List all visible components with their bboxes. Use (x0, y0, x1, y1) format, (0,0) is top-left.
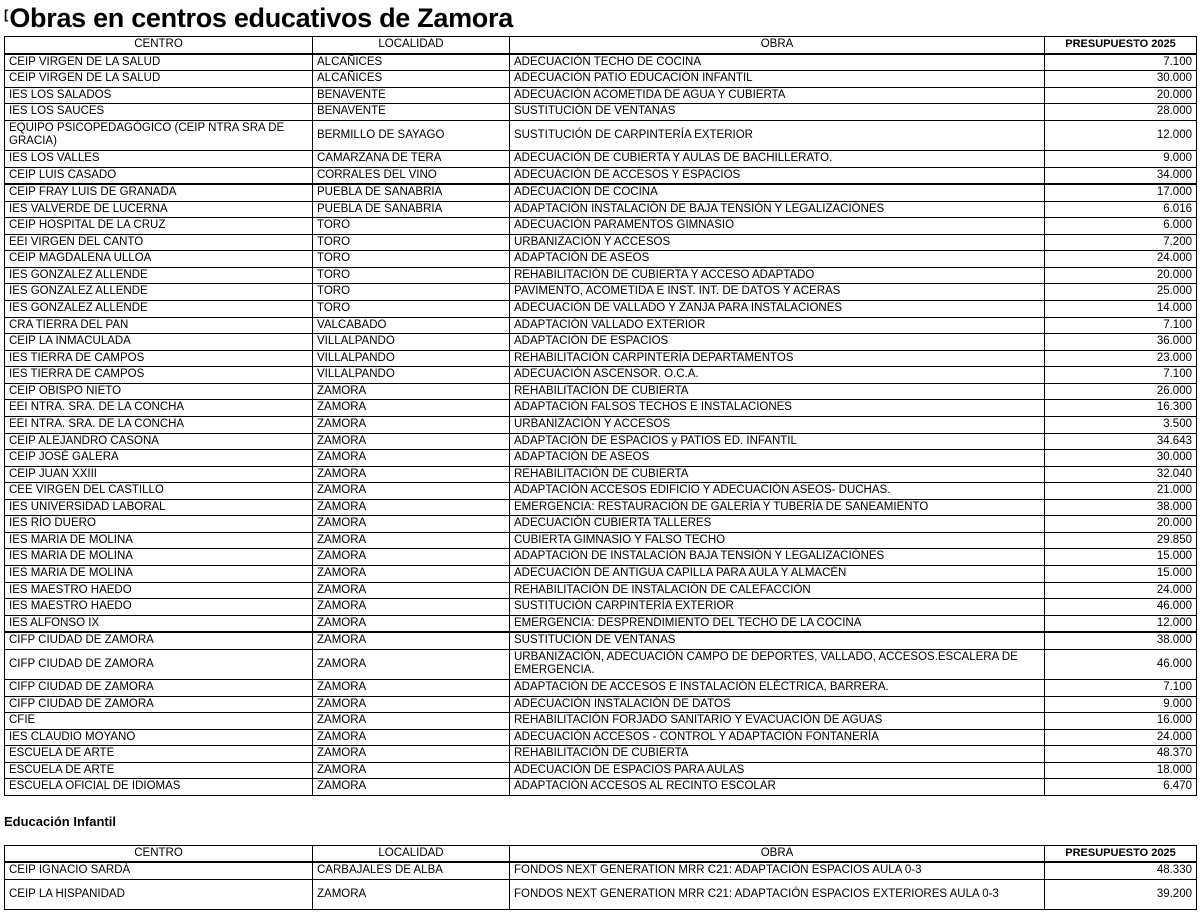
cell-presupuesto: 29.850 (1045, 532, 1197, 549)
cell-centro: CEIP JOSÉ GALERA (5, 450, 313, 467)
cell-centro: CIFP CIUDAD DE ZAMORA (5, 696, 313, 713)
table-row (5, 499, 1197, 516)
cell-localidad: ZAMORA (313, 762, 510, 779)
cell-centro: IES VALVERDE DE LUCERNA (5, 201, 313, 218)
cell-obra: REHABILITACIÓN DE CUBIERTA Y ACCESO ADAPTADO (510, 267, 1045, 284)
cell-localidad: BENAVENTE (313, 87, 510, 104)
table-row (5, 615, 1197, 632)
cell-obra: ADECUACIÓN ACCESOS - CONTROL Y ADAPTACIÓN FONTANERÍA (510, 729, 1045, 746)
cell-localidad: ZAMORA (313, 383, 510, 400)
cell-obra: ADECUACIÓN INSTALACIÓN DE DATOS (510, 696, 1045, 713)
cell-localidad: CAMARZANA DE TERA (313, 150, 510, 167)
column-header-presupuesto: PRESUPUESTO 2025 (1045, 37, 1197, 54)
cell-localidad: PUEBLA DE SANABRIA (313, 184, 510, 201)
cell-obra: ADECUACIÓN DE ANTIGUA CAPILLA PARA AULA Y ALMACÉN (510, 566, 1045, 583)
table-row (5, 516, 1197, 533)
cell-localidad: VILLALPANDO (313, 350, 510, 367)
cell-localidad: ZAMORA (313, 632, 510, 649)
cell-obra: ADECUACIÓN DE ACCESOS Y ESPACIOS (510, 167, 1045, 184)
cell-obra: ADAPTACIÓN VALLADO EXTERIOR (510, 317, 1045, 334)
cell-presupuesto: 14.000 (1045, 301, 1197, 318)
cell-centro: IES GONZALEZ ALLENDE (5, 267, 313, 284)
cell-presupuesto: 26.000 (1045, 383, 1197, 400)
cell-localidad: ZAMORA (313, 466, 510, 483)
table-row (5, 696, 1197, 713)
cell-centro: IES UNIVERSIDAD LABORAL (5, 499, 313, 516)
cell-obra: SUSTITUCIÓN CARPINTERÍA EXTERIOR (510, 599, 1045, 616)
cell-localidad: CORRALES DEL VINO (313, 167, 510, 184)
cell-presupuesto: 32.040 (1045, 466, 1197, 483)
cell-centro: ESCUELA OFICIAL DE IDIOMAS (5, 779, 313, 796)
cell-obra: ADECUACIÓN PARAMENTOS GIMNASIO (510, 218, 1045, 235)
cell-obra: ADAPTACIÓN ACCESOS AL RECINTO ESCOLAR (510, 779, 1045, 796)
table-row (5, 679, 1197, 696)
cell-presupuesto: 7.100 (1045, 679, 1197, 696)
cell-centro: IES ALFONSO IX (5, 615, 313, 632)
educacion-infantil-table-body (5, 862, 1197, 909)
column-header-obra: OBRA (510, 845, 1045, 862)
table-row (5, 267, 1197, 284)
table-row (5, 218, 1197, 235)
cell-localidad: ZAMORA (313, 696, 510, 713)
cell-presupuesto: 30.000 (1045, 450, 1197, 467)
cell-centro: EEI NTRA. SRA. DE LA CONCHA (5, 416, 313, 433)
cell-obra: REHABILITACIÓN DE CUBIERTA (510, 746, 1045, 763)
table-row (5, 416, 1197, 433)
cell-presupuesto: 20.000 (1045, 87, 1197, 104)
cell-obra: ADAPTACIÓN ACCESOS EDIFICIO Y ADECUACIÓN ASEOS- DUCHAS. (510, 483, 1045, 500)
cell-centro: IES LOS SAUCES (5, 104, 313, 121)
cell-centro: CIFP CIUDAD DE ZAMORA (5, 649, 313, 679)
cell-localidad: TORO (313, 301, 510, 318)
table-row (5, 649, 1197, 679)
cell-presupuesto: 38.000 (1045, 632, 1197, 649)
cell-localidad: ZAMORA (313, 713, 510, 730)
table-row (5, 483, 1197, 500)
table-row (5, 762, 1197, 779)
table-row (5, 301, 1197, 318)
cell-obra: FONDOS NEXT GENERATION MRR C21: ADAPTACIÓN ESPACIOS AULA 0-3 (510, 862, 1045, 879)
cell-presupuesto: 48.370 (1045, 746, 1197, 763)
cell-centro: EEI VIRGEN DEL CANTO (5, 234, 313, 251)
cell-localidad: ALCAÑICES (313, 71, 510, 88)
table-row (5, 251, 1197, 268)
cell-obra: EMERGENCIA: RESTAURACIÓN DE GALERÍA Y TUBERÍA DE SANEAMIENTO (510, 499, 1045, 516)
cell-presupuesto: 6.470 (1045, 779, 1197, 796)
cell-obra: ADECUACIÓN PATIO EDUCACIÓN INFANTIL (510, 71, 1045, 88)
table-row (5, 87, 1197, 104)
cell-presupuesto: 39.200 (1045, 880, 1197, 910)
cell-obra: PAVIMENTO, ACOMETIDA E INST. INT. DE DATOS Y ACERAS (510, 284, 1045, 301)
table-row (5, 104, 1197, 121)
cell-localidad: TORO (313, 251, 510, 268)
table-row (5, 713, 1197, 730)
cell-obra: URBANIZACIÓN, ADECUACIÓN CAMPO DE DEPORTES, VALLADO, ACCESOS.ESCALERA DE EMERGENCIA. (510, 649, 1045, 679)
table-row (5, 599, 1197, 616)
cell-localidad: ZAMORA (313, 433, 510, 450)
cell-presupuesto: 15.000 (1045, 549, 1197, 566)
cell-localidad: ZAMORA (313, 779, 510, 796)
cell-localidad: VALCABADO (313, 317, 510, 334)
cell-localidad: CARBAJALES DE ALBA (313, 862, 510, 879)
column-header-localidad: LOCALIDAD (313, 37, 510, 54)
cell-presupuesto: 20.000 (1045, 267, 1197, 284)
table-row (5, 549, 1197, 566)
cell-localidad: ZAMORA (313, 532, 510, 549)
section-heading-educacion-infantil: Educación Infantil (4, 813, 116, 829)
cell-presupuesto: 7.100 (1045, 54, 1197, 71)
cell-centro: CEIP LA HISPANIDAD (5, 880, 313, 910)
cell-localidad: ZAMORA (313, 746, 510, 763)
title-prefix-mark: [ (4, 7, 9, 22)
cell-obra: ADAPTACIÓN DE ASEOS (510, 450, 1045, 467)
cell-presupuesto: 30.000 (1045, 71, 1197, 88)
cell-centro: IES CLAUDIO MOYANO (5, 729, 313, 746)
cell-localidad: TORO (313, 234, 510, 251)
cell-presupuesto: 28.000 (1045, 104, 1197, 121)
cell-presupuesto: 46.000 (1045, 599, 1197, 616)
cell-localidad: ZAMORA (313, 615, 510, 632)
cell-localidad: ZAMORA (313, 450, 510, 467)
cell-centro: IES GONZALEZ ALLENDE (5, 301, 313, 318)
cell-presupuesto: 16.000 (1045, 713, 1197, 730)
cell-centro: EEI NTRA. SRA. DE LA CONCHA (5, 400, 313, 417)
table-header-row (5, 37, 1197, 54)
cell-obra: REHABILITACIÓN FORJADO SANITARIO Y EVACUACIÓN DE AGUAS (510, 713, 1045, 730)
cell-obra: SUSTITUCIÓN DE VENTANAS (510, 104, 1045, 121)
cell-centro: CIFP CIUDAD DE ZAMORA (5, 679, 313, 696)
cell-centro: CEIP VIRGEN DE LA SALUD (5, 71, 313, 88)
cell-centro: ESCUELA DE ARTE (5, 762, 313, 779)
cell-localidad: VILLALPANDO (313, 367, 510, 384)
cell-obra: ADECUACIÓN ACOMETIDA DE AGUA Y CUBIERTA (510, 87, 1045, 104)
cell-centro: IES RÍO DUERO (5, 516, 313, 533)
column-header-centro: CENTRO (5, 37, 313, 54)
column-header-obra: OBRA (510, 37, 1045, 54)
cell-obra: ADAPTACIÓN INSTALACIÓN DE BAJA TENSIÓN Y LEGALIZACIÓNES (510, 201, 1045, 218)
cell-presupuesto: 7.200 (1045, 234, 1197, 251)
cell-centro: IES TIERRA DE CAMPOS (5, 367, 313, 384)
cell-localidad: ZAMORA (313, 483, 510, 500)
cell-obra: EMERGENCIA: DESPRENDIMIENTO DEL TECHO DE LA COCINA (510, 615, 1045, 632)
cell-centro: IES MARIA DE MOLINA (5, 532, 313, 549)
cell-presupuesto: 34.643 (1045, 433, 1197, 450)
cell-centro: IES GONZALEZ ALLENDE (5, 284, 313, 301)
cell-localidad: ZAMORA (313, 582, 510, 599)
cell-presupuesto: 46.000 (1045, 649, 1197, 679)
cell-presupuesto: 12.000 (1045, 615, 1197, 632)
cell-centro: CEIP VIRGEN DE LA SALUD (5, 54, 313, 71)
table-row (5, 120, 1197, 150)
cell-centro: CEIP ALEJANDRO CASONA (5, 433, 313, 450)
table-row (5, 184, 1197, 201)
cell-obra: ADECUACIÓN ASCENSOR. O.C.A. (510, 367, 1045, 384)
cell-obra: ADAPTACIÓN DE INSTALACIÓN BAJA TENSIÓN Y LEGALIZACIÓNES (510, 549, 1045, 566)
cell-obra: SUSTITUCIÓN DE CARPINTERÍA EXTERIOR (510, 120, 1045, 150)
cell-presupuesto: 25.000 (1045, 284, 1197, 301)
cell-centro: CFIE (5, 713, 313, 730)
cell-obra: FONDOS NEXT GENERATION MRR C21: ADAPTACIÓN ESPACIOS EXTERIORES AULA 0-3 (510, 880, 1045, 910)
cell-localidad: ZAMORA (313, 729, 510, 746)
educacion-infantil-table (4, 845, 1197, 910)
cell-centro: IES TIERRA DE CAMPOS (5, 350, 313, 367)
cell-centro: IES MAESTRO HAEDO (5, 582, 313, 599)
cell-centro: CEIP IGNACIO SARDÁ (5, 862, 313, 879)
cell-localidad: ZAMORA (313, 400, 510, 417)
cell-centro: CEIP FRAY LUIS DE GRANADA (5, 184, 313, 201)
cell-centro: CIFP CIUDAD DE ZAMORA (5, 632, 313, 649)
cell-presupuesto: 34.000 (1045, 167, 1197, 184)
cell-centro: IES MARIA DE MOLINA (5, 549, 313, 566)
cell-localidad: ZAMORA (313, 516, 510, 533)
table-row (5, 880, 1197, 910)
table-row (5, 532, 1197, 549)
cell-localidad: VILLALPANDO (313, 334, 510, 351)
cell-centro: CEIP OBISPO NIETO (5, 383, 313, 400)
cell-presupuesto: 24.000 (1045, 729, 1197, 746)
cell-obra: REHABILITACIÓN DE INSTALACIÓN DE CALEFACCIÓN (510, 582, 1045, 599)
table-row (5, 862, 1197, 879)
document-title-row (0, 0, 1200, 36)
cell-presupuesto: 7.100 (1045, 317, 1197, 334)
cell-obra: URBANIZACIÓN Y ACCESOS (510, 234, 1045, 251)
table-row (5, 284, 1197, 301)
cell-centro: IES MARIA DE MOLINA (5, 566, 313, 583)
cell-centro: CEIP JUAN XXIII (5, 466, 313, 483)
table-row (5, 400, 1197, 417)
table-row (5, 450, 1197, 467)
cell-localidad: TORO (313, 218, 510, 235)
cell-presupuesto: 38.000 (1045, 499, 1197, 516)
cell-presupuesto: 20.000 (1045, 516, 1197, 533)
table-row (5, 433, 1197, 450)
table-row (5, 779, 1197, 796)
table-row (5, 71, 1197, 88)
cell-centro: CEIP HOSPITAL DE LA CRUZ (5, 218, 313, 235)
cell-presupuesto: 17.000 (1045, 184, 1197, 201)
cell-obra: ADAPTACIÓN FALSOS TECHOS E INSTALACIONES (510, 400, 1045, 417)
table-row (5, 54, 1197, 71)
obras-table (4, 36, 1197, 796)
cell-centro: IES LOS SALADOS (5, 87, 313, 104)
table-row (5, 582, 1197, 599)
cell-localidad: ZAMORA (313, 679, 510, 696)
table-row (5, 150, 1197, 167)
cell-localidad: ZAMORA (313, 499, 510, 516)
table-row (5, 167, 1197, 184)
cell-localidad: PUEBLA DE SANABRIA (313, 201, 510, 218)
table-row (5, 234, 1197, 251)
table-row (5, 746, 1197, 763)
cell-localidad: ZAMORA (313, 880, 510, 910)
column-header-localidad: LOCALIDAD (313, 845, 510, 862)
cell-obra: ADAPTACIÓN DE ESPACIOS (510, 334, 1045, 351)
cell-localidad: ZAMORA (313, 599, 510, 616)
table-row (5, 334, 1197, 351)
cell-centro: IES MAESTRO HAEDO (5, 599, 313, 616)
cell-obra: ADECUACIÓN DE CUBIERTA Y AULAS DE BACHILLERATO. (510, 150, 1045, 167)
cell-presupuesto: 36.000 (1045, 334, 1197, 351)
cell-obra: ADAPTACIÓN DE ASEOS (510, 251, 1045, 268)
page-title: Obras en centros educativos de Zamora (9, 3, 513, 33)
cell-presupuesto: 3.500 (1045, 416, 1197, 433)
column-header-presupuesto: PRESUPUESTO 2025 (1045, 845, 1197, 862)
table-row (5, 367, 1197, 384)
cell-presupuesto: 18.000 (1045, 762, 1197, 779)
cell-obra: SUSTITUCIÓN DE VENTANAS (510, 632, 1045, 649)
cell-localidad: ALCAÑICES (313, 54, 510, 71)
cell-centro: ESCUELA DE ARTE (5, 746, 313, 763)
cell-obra: REHABILITACIÓN DE CUBIERTA (510, 383, 1045, 400)
cell-presupuesto: 9.000 (1045, 696, 1197, 713)
cell-localidad: TORO (313, 284, 510, 301)
cell-obra: CUBIERTA GIMNASIO Y FALSO TECHO (510, 532, 1045, 549)
cell-presupuesto: 21.000 (1045, 483, 1197, 500)
cell-localidad: ZAMORA (313, 549, 510, 566)
column-header-centro: CENTRO (5, 845, 313, 862)
cell-localidad: ZAMORA (313, 566, 510, 583)
cell-presupuesto: 6.000 (1045, 218, 1197, 235)
cell-obra: URBANIZACIÓN Y ACCESOS (510, 416, 1045, 433)
cell-presupuesto: 15.000 (1045, 566, 1197, 583)
cell-obra: ADECUACIÓN DE COCINA (510, 184, 1045, 201)
cell-presupuesto: 9.000 (1045, 150, 1197, 167)
table-row (5, 317, 1197, 334)
cell-localidad: ZAMORA (313, 416, 510, 433)
cell-localidad: BENAVENTE (313, 104, 510, 121)
table-row (5, 632, 1197, 649)
cell-obra: ADAPTACIÓN DE ACCESOS E INSTALACIÓN ELÉCTRICA, BARRERA. (510, 679, 1045, 696)
table-row (5, 383, 1197, 400)
cell-obra: REHABILITACIÓN CARPINTERÍA DEPARTAMENTOS (510, 350, 1045, 367)
cell-localidad: TORO (313, 267, 510, 284)
cell-centro: EQUIPO PSICOPEDAGÓGICO (CEIP NTRA SRA DE GRACIA) (5, 120, 313, 150)
cell-presupuesto: 12.000 (1045, 120, 1197, 150)
cell-obra: ADECUACIÓN TECHO DE COCINA (510, 54, 1045, 71)
cell-presupuesto: 24.000 (1045, 582, 1197, 599)
cell-centro: CEIP LA INMACULADA (5, 334, 313, 351)
cell-obra: ADAPTACIÓN DE ESPACIOS y PATIOS ED. INFANTIL (510, 433, 1045, 450)
cell-centro: CEIP LUIS CASADO (5, 167, 313, 184)
cell-presupuesto: 16.300 (1045, 400, 1197, 417)
cell-presupuesto: 7.100 (1045, 367, 1197, 384)
cell-localidad: BERMILLO DE SAYAGO (313, 120, 510, 150)
cell-obra: REHABILITACIÓN DE CUBIERTA (510, 466, 1045, 483)
cell-centro: IES LOS VALLES (5, 150, 313, 167)
table-row (5, 350, 1197, 367)
table-row (5, 729, 1197, 746)
cell-obra: ADECUACIÓN DE VALLADO Y ZANJA PARA INSTALACIONES (510, 301, 1045, 318)
cell-obra: ADECUACIÓN DE ESPACIOS PARA AULAS (510, 762, 1045, 779)
obras-table-body (5, 54, 1197, 796)
cell-presupuesto: 23.000 (1045, 350, 1197, 367)
table-header-row (5, 845, 1197, 862)
cell-centro: CEE VIRGEN DEL CASTILLO (5, 483, 313, 500)
cell-presupuesto: 48.330 (1045, 862, 1197, 879)
table-row (5, 201, 1197, 218)
cell-centro: CRA TIERRA DEL PAN (5, 317, 313, 334)
cell-localidad: ZAMORA (313, 649, 510, 679)
cell-presupuesto: 6.016 (1045, 201, 1197, 218)
cell-centro: CEIP MAGDALENA ULLOA (5, 251, 313, 268)
cell-obra: ADECUACIÓN CUBIERTA TALLERES (510, 516, 1045, 533)
table-row (5, 466, 1197, 483)
table-row (5, 566, 1197, 583)
cell-presupuesto: 24.000 (1045, 251, 1197, 268)
